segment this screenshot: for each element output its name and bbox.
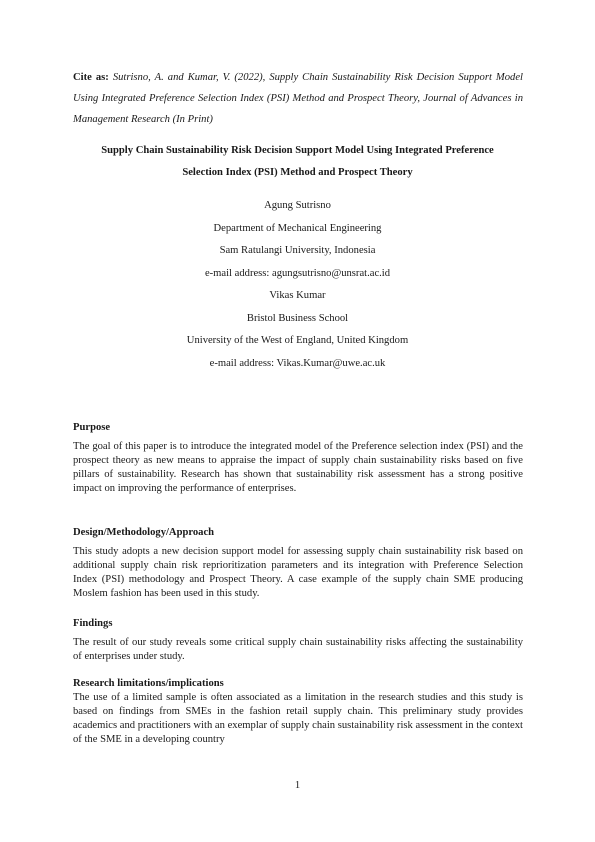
citation — [73, 67, 523, 130]
citation-text: Sutrisno, A. and Kumar, V. (2022), Supply Chain Sustainability Risk Decision Support Model Using Integrated Preference Selection Index (PSI) Method and Prospect Theory, Journal of Advances in Management Research (In Print) — [73, 72, 523, 125]
title-line-1: Supply Chain Sustainability Risk Decision Support Model Using Integrated Preference — [101, 145, 494, 156]
design-body: This study adopts a new decision support model for assessing supply chain sustainability risk based on additional supply chain risk reprioritization parameters and its integration with Preference Selection Index (PSI) methodology and Prospect Theory. A case example of the supply chain SME producing Moslem fashion has been used in this study. — [73, 546, 523, 599]
author-2-institution: University of the West of England, United Kingdom — [186, 335, 409, 346]
section-limitations — [73, 677, 523, 747]
section-purpose — [73, 421, 523, 496]
paper-title — [60, 140, 535, 184]
page-number: 1 — [294, 780, 301, 791]
section-findings — [73, 617, 523, 664]
author-1-email: e-mail address: agungsutrisno@unsrat.ac.id — [204, 267, 391, 279]
findings-body: The result of our study reveals some critical supply chain sustainability risks affecting the sustainability of enterprises under study. — [73, 637, 523, 662]
author-block — [60, 195, 535, 375]
purpose-body: The goal of this paper is to introduce the integrated model of the Preference selection index (PSI) and the prospect theory as new means to appraise the impact of supply chain sustainability risks based on five pillars of sustainability. Research has shown that sustainability risk assessment has a strong positive impact on improving the performance of enterprises. — [73, 441, 523, 494]
author-2-department: Bristol Business School — [246, 312, 349, 324]
limitations-body: The use of a limited sample is often associated as a limitation in the research studies and this study is based on findings from SMEs in the fashion retail supply chain. This preliminary study provides academics and practitioners with an exemplar of supply chain sustainability risk assessment in the context of the SME in a developing country — [73, 692, 523, 745]
author-1-institution: Sam Ratulangi University, Indonesia — [219, 245, 376, 256]
findings-heading: Findings — [73, 618, 113, 629]
author-1-name: Agung Sutrisno — [264, 200, 331, 211]
citation-label: Cite as: — [73, 72, 109, 83]
author-2-name: Vikas Kumar — [269, 290, 326, 301]
limitations-heading: Research limitations/implications — [73, 678, 224, 689]
title-line-2: Selection Index (PSI) Method and Prospect Theory — [182, 167, 413, 178]
design-heading: Design/Methodology/Approach — [73, 527, 215, 538]
author-1-department: Department of Mechanical Engineering — [213, 222, 382, 234]
purpose-heading: Purpose — [73, 422, 111, 433]
section-design — [73, 526, 523, 601]
author-2-email: e-mail address: Vikas.Kumar@uwe.ac.uk — [209, 357, 386, 369]
